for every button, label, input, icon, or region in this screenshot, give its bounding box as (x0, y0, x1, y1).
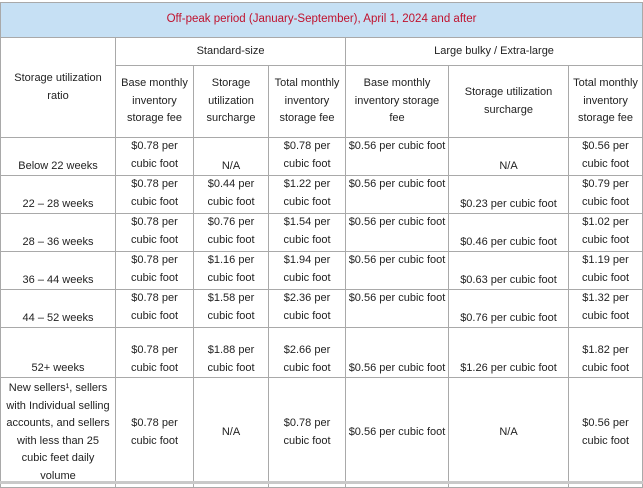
standard-base-fee-cell: $0.78 per cubic foot (116, 214, 194, 252)
standard-surcharge-cell: N/A (194, 378, 269, 488)
table-row (1, 328, 643, 378)
ratio-cell: 22 – 28 weeks (1, 176, 116, 214)
large-base-fee-cell: $0.56 per cubic foot (346, 214, 449, 252)
standard-total-fee-cell: $0.78 per cubic foot (269, 378, 346, 488)
standard-base-fee-cell: $0.78 per cubic foot (116, 290, 194, 328)
header-large-surcharge: Storage utilization surcharge (449, 66, 569, 138)
large-base-fee-cell: $0.56 per cubic foot (346, 290, 449, 328)
ratio-cell: 36 – 44 weeks (1, 252, 116, 290)
standard-surcharge-cell: N/A (194, 138, 269, 176)
large-surcharge-cell: N/A (449, 378, 569, 488)
large-base-fee-cell: $0.56 per cubic foot (346, 252, 449, 290)
header-standard-surcharge: Storage utilization surcharge (194, 66, 269, 138)
header-large-total-fee: Total monthly inventory storage fee (569, 66, 643, 138)
standard-surcharge-cell: $1.58 per cubic foot (194, 290, 269, 328)
header-large-base-fee: Base monthly inventory storage fee (346, 66, 449, 138)
table-title: Off-peak period (January-September), April 1, 2024 and after (1, 3, 643, 38)
large-surcharge-cell: $0.23 per cubic foot (449, 176, 569, 214)
standard-total-fee-cell: $1.94 per cubic foot (269, 252, 346, 290)
standard-base-fee-cell: $0.78 per cubic foot (116, 378, 194, 488)
standard-total-fee-cell: $2.36 per cubic foot (269, 290, 346, 328)
table-row (1, 138, 643, 176)
standard-total-fee-cell: $1.54 per cubic foot (269, 214, 346, 252)
header-storage-utilization-ratio: Storage utilization ratio (1, 38, 116, 138)
ratio-cell: 44 – 52 weeks (1, 290, 116, 328)
large-surcharge-cell: $0.76 per cubic foot (449, 290, 569, 328)
standard-surcharge-cell: $0.44 per cubic foot (194, 176, 269, 214)
large-surcharge-cell: $0.63 per cubic foot (449, 252, 569, 290)
group-header-standard-size: Standard-size (116, 38, 346, 66)
group-header-large-bulky: Large bulky / Extra-large (346, 38, 643, 66)
table-row (1, 378, 643, 488)
table-row (1, 290, 643, 328)
ratio-cell: New sellers¹, sellers with Individual selling accounts, and sellers with less than 25 cubic feet daily volume (1, 378, 116, 488)
ratio-cell: 52+ weeks (1, 328, 116, 378)
table-row (1, 252, 643, 290)
standard-total-fee-cell: $2.66 per cubic foot (269, 328, 346, 378)
standard-surcharge-cell: $1.16 per cubic foot (194, 252, 269, 290)
ratio-cell: Below 22 weeks (1, 138, 116, 176)
large-total-fee-cell: $1.82 per cubic foot (569, 328, 643, 378)
large-surcharge-cell: $0.46 per cubic foot (449, 214, 569, 252)
large-total-fee-cell: $0.56 per cubic foot (569, 378, 643, 488)
large-base-fee-cell: $0.56 per cubic foot (346, 176, 449, 214)
standard-base-fee-cell: $0.78 per cubic foot (116, 328, 194, 378)
standard-surcharge-cell: $1.88 per cubic foot (194, 328, 269, 378)
large-base-fee-cell: $0.56 per cubic foot (346, 328, 449, 378)
standard-total-fee-cell: $1.22 per cubic foot (269, 176, 346, 214)
large-total-fee-cell: $0.79 per cubic foot (569, 176, 643, 214)
ratio-cell: 28 – 36 weeks (1, 214, 116, 252)
table-row (1, 176, 643, 214)
standard-base-fee-cell: $0.78 per cubic foot (116, 176, 194, 214)
standard-surcharge-cell: $0.76 per cubic foot (194, 214, 269, 252)
large-total-fee-cell: $0.56 per cubic foot (569, 138, 643, 176)
standard-base-fee-cell: $0.78 per cubic foot (116, 252, 194, 290)
large-base-fee-cell: $0.56 per cubic foot (346, 378, 449, 488)
standard-total-fee-cell: $0.78 per cubic foot (269, 138, 346, 176)
standard-base-fee-cell: $0.78 per cubic foot (116, 138, 194, 176)
header-standard-base-fee: Base monthly inventory storage fee (116, 66, 194, 138)
header-standard-total-fee: Total monthly inventory storage fee (269, 66, 346, 138)
table-row (1, 214, 643, 252)
large-total-fee-cell: $1.32 per cubic foot (569, 290, 643, 328)
large-surcharge-cell: $1.26 per cubic foot (449, 328, 569, 378)
large-total-fee-cell: $1.02 per cubic foot (569, 214, 643, 252)
large-total-fee-cell: $1.19 per cubic foot (569, 252, 643, 290)
storage-fee-table (0, 2, 643, 488)
large-surcharge-cell: N/A (449, 138, 569, 176)
large-base-fee-cell: $0.56 per cubic foot (346, 138, 449, 176)
